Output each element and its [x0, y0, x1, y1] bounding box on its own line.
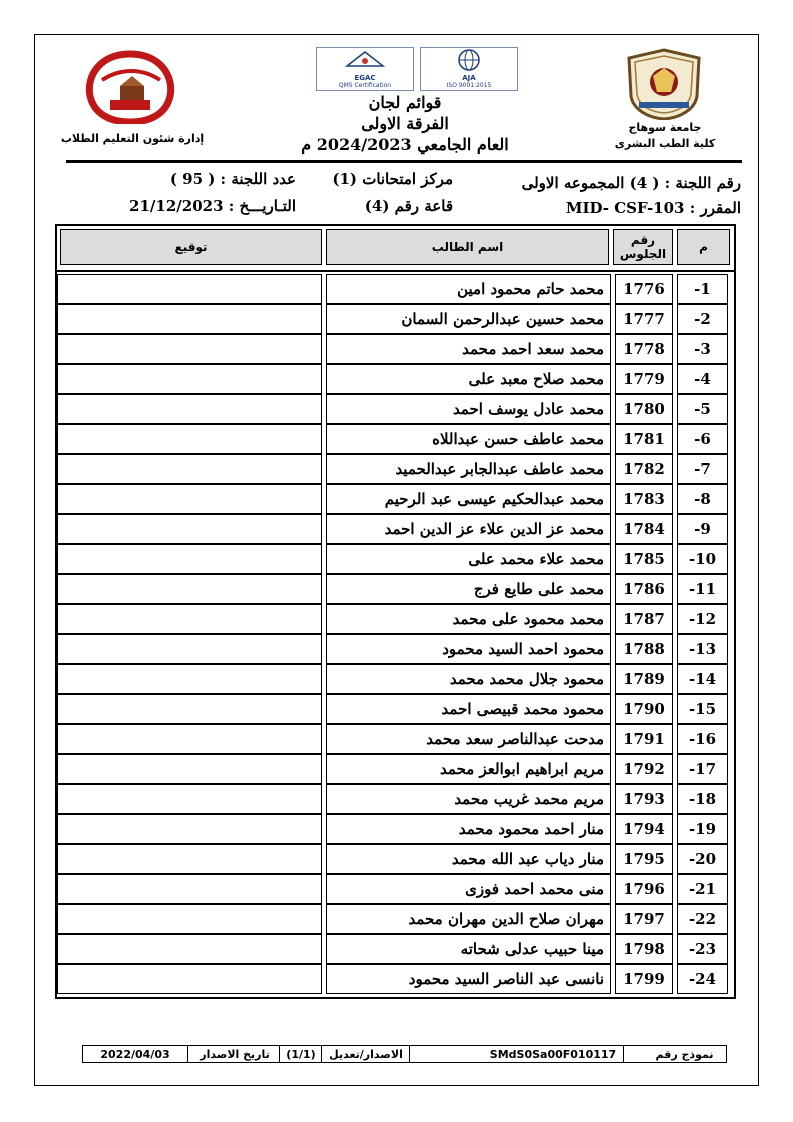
table-row [57, 424, 734, 454]
signature-cell [57, 964, 322, 994]
title-line-3: العام الجامعي 2024/2023 م [301, 135, 509, 154]
form-label: نموذج رقم [655, 1047, 714, 1061]
row-number: -12 [677, 604, 728, 634]
signature-cell [57, 304, 322, 334]
row-number: -1 [677, 274, 728, 304]
table-row [57, 724, 734, 754]
seat-number: 1791 [615, 724, 673, 754]
student-name: مريم محمد غريب محمد [326, 784, 611, 814]
student-name: محمد صلاح معبد على [326, 364, 611, 394]
seat-number: 1781 [615, 424, 673, 454]
egac-text: QMS Certification [338, 82, 392, 89]
student-name: مينا حبيب عدلى شحاته [326, 934, 611, 964]
signature-cell [57, 364, 322, 394]
table-row [57, 304, 734, 334]
signature-cell [57, 694, 322, 724]
row-number: -4 [677, 364, 728, 394]
row-number: -20 [677, 844, 728, 874]
signature-cell [57, 904, 322, 934]
footer-separator [409, 1046, 410, 1062]
table-row [57, 364, 734, 394]
table-header [57, 226, 734, 270]
row-number: -23 [677, 934, 728, 964]
student-name: محمود احمد السيد محمود [326, 634, 611, 664]
seat-number: 1796 [615, 874, 673, 904]
row-number: -15 [677, 694, 728, 724]
row-number: -5 [677, 394, 728, 424]
header-name: اسم الطالب [326, 229, 609, 265]
course-code [566, 199, 741, 217]
signature-cell [57, 574, 322, 604]
footer-separator [623, 1046, 624, 1062]
student-name: محمد سعد احمد محمد [326, 334, 611, 364]
student-name: محمود محمد قبيصى احمد [326, 694, 611, 724]
table-row [57, 454, 734, 484]
row-number: -14 [677, 664, 728, 694]
seat-number: 1776 [615, 274, 673, 304]
table-row [57, 904, 734, 934]
issue-label: تاريخ الاصدار [200, 1047, 270, 1061]
header-num: م [677, 229, 730, 265]
table-row [57, 754, 734, 784]
student-name: مدحت عبدالناصر سعد محمد [326, 724, 611, 754]
aja-globe-icon [421, 48, 517, 72]
signature-cell [57, 814, 322, 844]
title-line-2: الفرقة الاولى [361, 114, 449, 133]
student-name: محمد عادل يوسف احمد [326, 394, 611, 424]
signature-cell [57, 274, 322, 304]
signature-cell [57, 334, 322, 364]
university-name: جامعة سوهاج [628, 121, 702, 134]
footer-separator [279, 1046, 280, 1062]
table-row [57, 334, 734, 364]
student-name: محمد على طايع فرج [326, 574, 611, 604]
student-name: محمد عاطف عبدالجابر عبدالحميد [326, 454, 611, 484]
seat-number: 1783 [615, 484, 673, 514]
table-row [57, 544, 734, 574]
table-row [57, 934, 734, 964]
signature-cell [57, 604, 322, 634]
row-number: -7 [677, 454, 728, 484]
student-name: نانسى عبد الناصر السيد محمود [326, 964, 611, 994]
student-name: محمد علاء محمد على [326, 544, 611, 574]
signature-cell [57, 544, 322, 574]
signature-cell [57, 424, 322, 454]
version-value: (1/1) [286, 1047, 316, 1061]
page-title [280, 92, 530, 155]
row-number: -16 [677, 724, 728, 754]
seat-number: 1799 [615, 964, 673, 994]
student-name: منار احمد محمود محمد [326, 814, 611, 844]
seat-number: 1785 [615, 544, 673, 574]
student-name: محمد عبدالحكيم عيسى عبد الرحيم [326, 484, 611, 514]
student-name: منى محمد احمد فوزى [326, 874, 611, 904]
table-row [57, 274, 734, 304]
seat-number: 1798 [615, 934, 673, 964]
student-affairs-caption: إدارة شئون التعليم الطلاب [60, 132, 205, 145]
hall-number: قاعة رقم (4) [364, 197, 453, 215]
table-row [57, 694, 734, 724]
form-code: SMdS0Sa00F010117 [489, 1047, 617, 1061]
seat-number: 1795 [615, 844, 673, 874]
signature-cell [57, 514, 322, 544]
student-affairs-logo [80, 50, 180, 124]
row-number: -9 [677, 514, 728, 544]
signature-cell [57, 934, 322, 964]
committee-number: رقم اللجنة : ( 4) المجموعه الاولى [521, 174, 741, 192]
row-number: -24 [677, 964, 728, 994]
university-logo [625, 48, 703, 120]
row-number: -18 [677, 784, 728, 814]
signature-cell [57, 724, 322, 754]
aja-text: ISO 9001:2015 [446, 82, 492, 89]
signature-cell [57, 874, 322, 904]
footer-separator [321, 1046, 322, 1062]
students-table [55, 224, 736, 999]
aja-brand: AJA [462, 74, 476, 82]
table-row [57, 484, 734, 514]
row-number: -8 [677, 484, 728, 514]
student-name: محمود جلال محمد محمد [326, 664, 611, 694]
seat-number: 1789 [615, 664, 673, 694]
table-row [57, 664, 734, 694]
student-name: محمد عاطف حسن عبداللاه [326, 424, 611, 454]
row-number: -11 [677, 574, 728, 604]
issue-date: 2022/04/03 [100, 1047, 170, 1061]
header-sign: توقيع [60, 229, 322, 265]
seat-number: 1784 [615, 514, 673, 544]
header-seat: رقم الجلوس [613, 229, 673, 265]
seat-number: 1793 [615, 784, 673, 814]
student-name: مريم ابراهيم ابوالعز محمد [326, 754, 611, 784]
signature-cell [57, 484, 322, 514]
seat-number: 1787 [615, 604, 673, 634]
table-row [57, 574, 734, 604]
seat-number: 1788 [615, 634, 673, 664]
seat-number: 1794 [615, 814, 673, 844]
seat-number: 1786 [615, 574, 673, 604]
row-number: -21 [677, 874, 728, 904]
version-label: الاصدار/تعديل [329, 1047, 403, 1061]
row-number: -6 [677, 424, 728, 454]
table-row [57, 784, 734, 814]
exam-center: مركز امتحانات (1) [332, 170, 453, 188]
faculty-name: كلية الطب البشرى [614, 137, 716, 150]
table-row [57, 634, 734, 664]
course-code-text: المقرر : MID- CSF-103 [565, 199, 741, 217]
student-name: منار دياب عبد الله محمد [326, 844, 611, 874]
seat-number: 1779 [615, 364, 673, 394]
row-number: -10 [677, 544, 728, 574]
signature-cell [57, 664, 322, 694]
table-row [57, 814, 734, 844]
seat-number: 1778 [615, 334, 673, 364]
exam-date: التـاريـــخ : 21/12/2023 [129, 197, 296, 215]
student-name: محمد حاتم محمود امين [326, 274, 611, 304]
signature-cell [57, 784, 322, 814]
header-divider-line [57, 270, 734, 272]
signature-cell [57, 844, 322, 874]
certification-logos [316, 47, 518, 91]
signature-cell [57, 754, 322, 784]
seat-number: 1792 [615, 754, 673, 784]
table-row [57, 514, 734, 544]
signature-cell [57, 394, 322, 424]
student-name: محمد محمود على محمد [326, 604, 611, 634]
signature-cell [57, 454, 322, 484]
row-number: -17 [677, 754, 728, 784]
table-row [57, 874, 734, 904]
row-number: -19 [677, 814, 728, 844]
seat-number: 1790 [615, 694, 673, 724]
student-name: محمد عز الدين علاء عز الدين احمد [326, 514, 611, 544]
footer-separator [187, 1046, 188, 1062]
egac-brand: EGAC [354, 74, 376, 82]
seat-number: 1797 [615, 904, 673, 934]
row-number: -2 [677, 304, 728, 334]
table-row [57, 844, 734, 874]
form-footer [82, 1045, 727, 1063]
signature-cell [57, 634, 322, 664]
table-row [57, 964, 734, 994]
student-name: مهران صلاح الدين مهران محمد [326, 904, 611, 934]
row-number: -22 [677, 904, 728, 934]
university-caption [600, 120, 730, 152]
title-line-1: قوائم لجان [368, 93, 442, 112]
egac-logo [316, 47, 414, 91]
committee-count: عدد اللجنة : ( 95 ) [169, 170, 296, 188]
table-row [57, 394, 734, 424]
row-number: -3 [677, 334, 728, 364]
seat-number: 1782 [615, 454, 673, 484]
header-divider [66, 160, 742, 163]
egac-emblem-icon [317, 48, 413, 72]
seat-number: 1780 [615, 394, 673, 424]
student-name: محمد حسين عبدالرحمن السمان [326, 304, 611, 334]
row-number: -13 [677, 634, 728, 664]
aja-logo [420, 47, 518, 91]
table-row [57, 604, 734, 634]
seat-number: 1777 [615, 304, 673, 334]
